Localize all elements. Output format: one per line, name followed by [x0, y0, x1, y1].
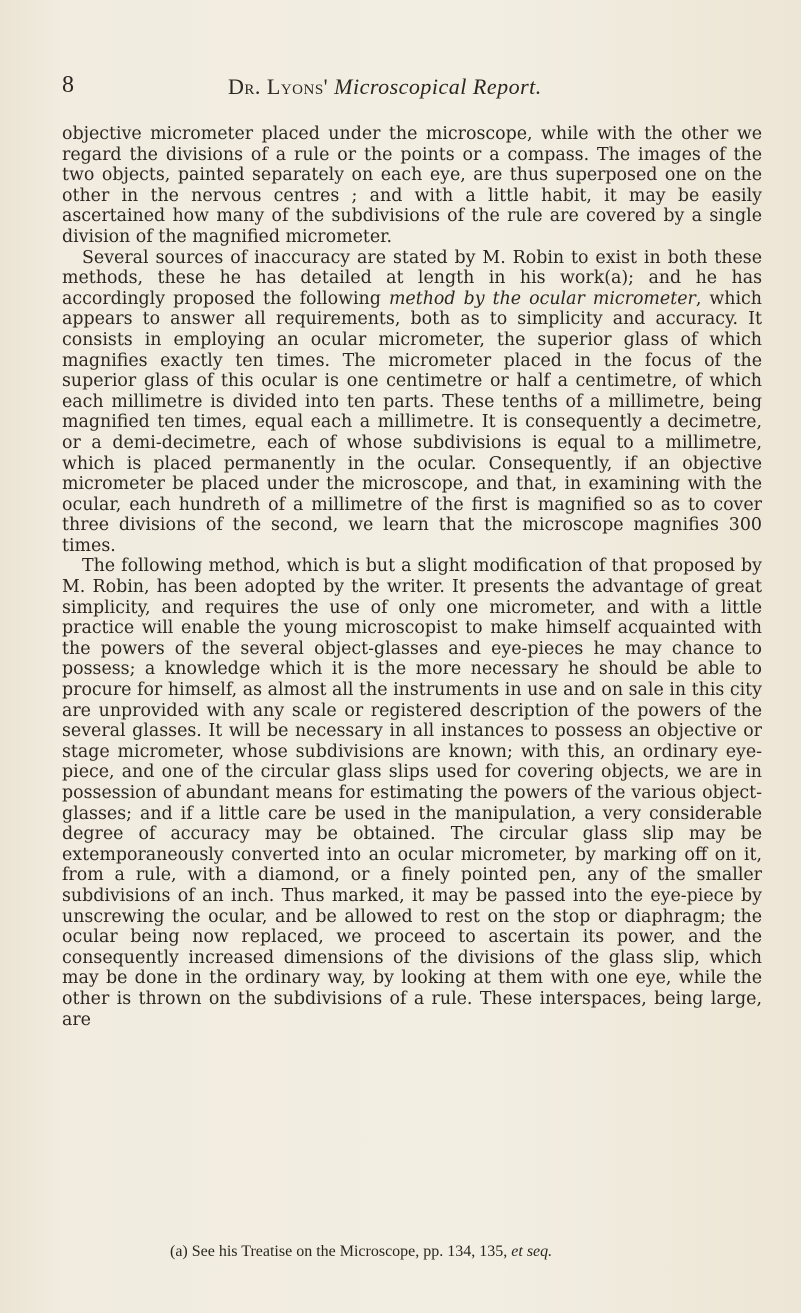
paragraph-2-text-start: Several sources of inaccuracy are stated by M. Robin to exist in both these methods, these he has detailed at length in his work(a); and he has accordingly proposed the following — [62, 247, 762, 309]
footnote — [170, 1243, 770, 1261]
footnote-text: (a) See his Treatise on the Microscope, pp. 134, 135, — [170, 1243, 512, 1260]
body-text — [62, 124, 762, 1030]
paragraph-3 — [62, 556, 762, 1030]
paragraph-1-text: objective micrometer placed under the microscope, while with the other we regard the divisions of a rule or the points or a compass. The images of the two objects, painted separately on each eye, are thus superposed one on the other in the nervous centres ; and with a little habit, it may be easily ascertained how many of the subdivisions of the rule are covered by a single division of the magnified micrometer. — [62, 124, 762, 247]
paragraph-1 — [62, 124, 762, 248]
paragraph-2 — [62, 248, 762, 557]
paragraph-2-emphasis: method by the ocular micrometer — [388, 288, 696, 309]
page-header — [62, 72, 762, 106]
running-head-title: Microscopical Report. — [334, 74, 542, 99]
running-head — [228, 74, 542, 100]
footnote-emphasis: et seq. — [511, 1243, 553, 1260]
paragraph-3-text: The following method, which is but a slight modification of that proposed by M. Robin, has been adopted by the writer. It presents the advantage of great simplicity, and requires the use of only one micrometer, and with a little practice will enable the young microscopist to make himself acquainted with the powers of the several object-glasses and eye-pieces he may chance to possess; a knowledge which it is the more necessary he should be able to procure for himself, as almost all the instruments in use and on sale in this city are unprovided with any scale or registered description of the powers of the several glasses. It will be necessary in all instances to possess an objective or stage micrometer, whose subdivisions are known; with this, an ordinary eye-piece, and one of the circular glass slips used for covering objects, we are in possession of abundant means for estimating the powers of the various object-glasses; and if a little care be used in the manipulation, a very considerable degree of accuracy may be obtained. The circular glass slip may be extemporaneously converted into an ocular micrometer, by marking off on it, from a rule, with a diamond, or a finely pointed pen, any of the smaller subdivisions of an inch. Thus marked, it may be passed into the eye-piece by unscrewing the ocular, and be allowed to rest on the stop or diaphragm; the ocular being now replaced, we proceed to ascertain its power, and the consequently increased dimensions of the divisions of the glass slip, which may be done in the ordinary way, by looking at them with one eye, while the other is thrown on the subdivisions of a rule. These interspaces, being large, are — [62, 556, 762, 1030]
paragraph-2-text-end: , which appears to answer all requirements, both as to simplicity and accuracy. It consists in employing an ocular micrometer, the superior glass of which magnifies exactly ten times. The micrometer placed in the focus of the superior glass of this ocular is one centimetre or half a centimetre, of which each millimetre is divided into ten parts. These tenths of a millimetre, being magnified ten times, equal each a millimetre. It is consequently a decimetre, or a demi-decimetre, each of whose subdivisions is equal to a millimetre, which is placed permanently in the ocular. Consequently, if an objective micrometer be placed under the microscope, and that, in examining with the ocular, each hundreth of a millimetre of the first is magnified so as to cover three divisions of the second, we learn that the microscope magnifies 300 times. — [62, 288, 762, 556]
running-head-author: Dr. Lyons' — [228, 74, 329, 99]
page-number: 8 — [62, 72, 74, 98]
